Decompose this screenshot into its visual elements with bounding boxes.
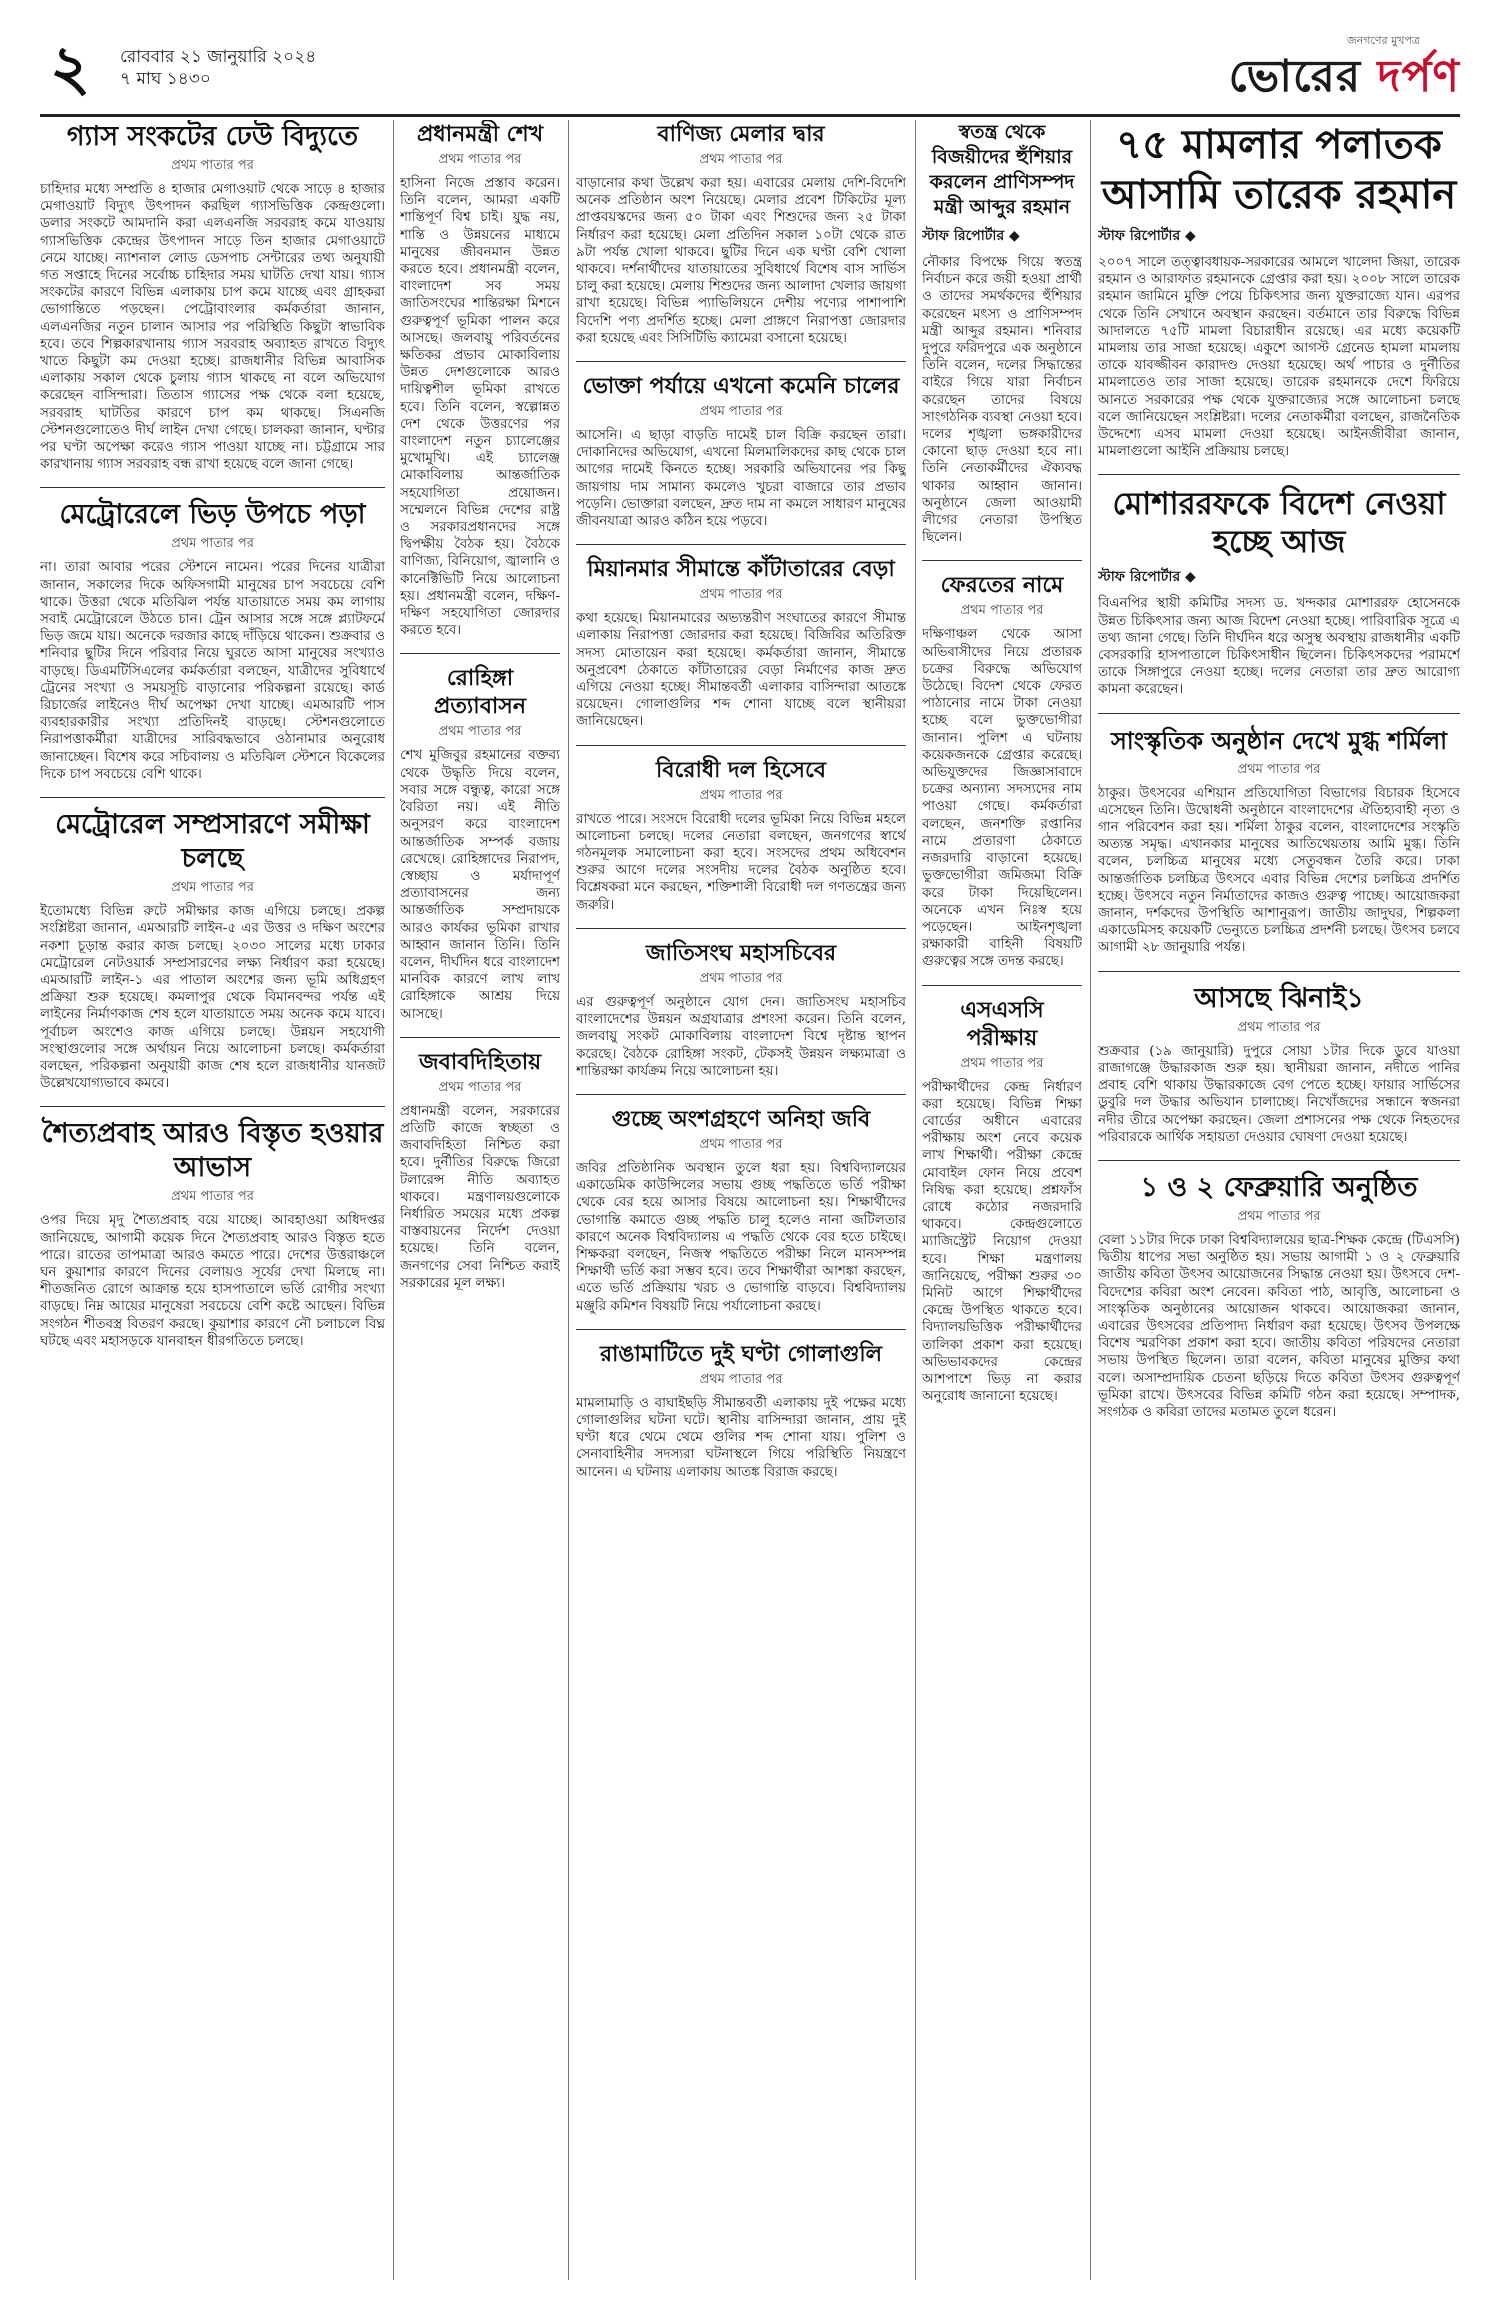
column-divider — [915, 120, 916, 2280]
article-february — [1098, 1171, 1460, 1421]
article-return — [922, 571, 1082, 970]
divider — [576, 1329, 906, 1330]
headline: মিয়ানমার সীমান্তে কাঁটাতারের বেড়া — [587, 556, 895, 583]
logo-part-1: ভোরের — [1228, 51, 1362, 102]
date-block — [120, 46, 316, 90]
headline: মেট্রোরেলে ভিড় উপচে পড়া — [59, 499, 366, 531]
article-metro-expansion — [40, 808, 385, 1092]
headline: এসএসসি পরীক্ষায় — [960, 996, 1044, 1051]
jump-line: প্রথম পাতার পর — [960, 603, 1044, 619]
article-myanmar — [576, 555, 906, 730]
article-body: না। তারা আবার পরের স্টেশনে নামেন। পরের দিনের যাত্রীরা জানান, সকালের দিকে অফিসগামী মানুষের চাপ সবচেয়ে বেশি থাকে। উত্তরা থেকে মতিঝিল পর্যন্ত যাতায়াতে সময় কম লাগায় সবাই মেট্রোরেলে উঠতে চান। ট্রেন আসার সঙ্গে সঙ্গে প্ল্যাটফর্মে ভিড় জমে যায়। অনেকে দরজার কাছে দাঁড়িয়ে থাকেন। শুক্রবার ও শনিবার ছুটির দিনে পরিবার নিয়ে ঘুরতে আসা মানুষের সংখ্যাও বাড়ছে। ডিএমটিসিএলের কর্মকর্তারা বলছেন, যাত্রীদের সুবিধার্থে ট্রেনের সংখ্যা ও সময়সূচি বাড়ানোর পরিকল্পনা রয়েছে। কার্ড রিচার্জের লাইনেও দীর্ঘ অপেক্ষা দেখা যাচ্ছে। এমআরটি পাস ব্যবহারকারীর সংখ্যা প্রতিদিনই বাড়ছে। স্টেশনগুলোতে নিরাপত্তাকর্মীরা যাত্রীদের সারিবদ্ধভাবে ওঠানামার অনুরোধ জানাচ্ছেন। বিশেষ করে সচিবালয় ও মতিঝিল স্টেশনে বিকেলের দিকে চাপ সবচেয়ে বেশি থাকে। — [40, 560, 385, 782]
divider — [400, 653, 560, 654]
jump-line: প্রথম পাতার পর — [699, 152, 783, 167]
jump-line: প্রথম পাতার পর — [171, 536, 254, 552]
article-body: বাড়ানোর কথা উল্লেখ করা হয়। এবারের মেলায় দেশি-বিদেশি অনেক প্রতিষ্ঠান অংশ নিয়েছে। মেলার প্রবেশ টিকিটের মূল্য প্রাপ্তবয়স্কদের জন্য ৫০ টাকা এবং শিশুদের জন্য ২৫ টাকা নির্ধারণ করা হয়েছে। মেলা প্রতিদিন সকাল ১০টা থেকে রাত ৯টা পর্যন্ত খোলা থাকবে। ছুটির দিনে এক ঘণ্টা বেশি খোলা থাকবে। দর্শনার্থীদের যাতায়াতের সুবিধার্থে বিশেষ বাস সার্ভিস চালু করা হয়েছে। মেলায় শিশুদের জন্য আলাদা খেলার জায়গা রাখা হয়েছে। বিভিন্ন প্যাভিলিয়নে দেশীয় পণ্যের পাশাপাশি বিদেশি পণ্য প্রদর্শিত হচ্ছে। মেলা প্রাঙ্গণে নিরাপত্তা জোরদার করা হয়েছে এবং সিসিটিভি ক্যামেরা বসানো হয়েছে। — [576, 176, 906, 346]
logo-part-2: দর্পণ — [1361, 51, 1460, 102]
article-cold-wave — [40, 1117, 385, 1350]
divider — [1098, 971, 1460, 972]
article-body: ওপর দিয়ে মৃদু শৈত্যপ্রবাহ বয়ে যাচ্ছে। আবহাওয়া অধিদপ্তর জানিয়েছে, আগামী কয়েক দিনে শৈত্যপ্রবাহ আরও বিস্তৃত হতে পারে। রাতের তাপমাত্রা আরও কমতে পারে। দেশের উত্তরাঞ্চলে ঘন কুয়াশার কারণে দিনের বেলায়ও সূর্যের দেখা মিলছে না। শীতজনিত রোগে আক্রান্ত হয়ে হাসপাতালে ভর্তি রোগীর সংখ্যা বাড়ছে। নিম্ন আয়ের মানুষেরা সবচেয়ে বেশি কষ্টে আছেন। বিভিন্ন সংগঠন শীতবস্ত্র বিতরণ করছে। কুয়াশার কারণে নৌ চলাচলে বিঘ্ন ঘটছে এবং মহাসড়কে যানবাহন ধীরগতিতে চলছে। — [40, 1213, 385, 1349]
jump-line: প্রথম পাতার পর — [699, 404, 783, 420]
bangla-date: ৭ মাঘ ১৪৩০ — [120, 69, 211, 89]
headline: ১ ও ২ ফেব্রুয়ারি অনুষ্ঠিত — [1140, 1171, 1418, 1203]
article-un — [576, 939, 906, 1080]
article-body: ইতোমধ্যে বিভিন্ন রুটে সমীক্ষার কাজ এগিয়ে চলছে। প্রকল্প সংশ্লিষ্টরা জানান, এমআরটি লাইন-৫ এর উত্তর ও দক্ষিণ অংশের নকশা চূড়ান্ত করার কাজ চলছে। ২০৩০ সালের মধ্যে ঢাকার মেট্রোরেল নেটওয়ার্ক সম্প্রসারণের লক্ষ্য নির্ধারণ করা হয়েছে। এমআরটি লাইন-১ এর পাতাল অংশের জন্য ভূমি অধিগ্রহণ প্রক্রিয়া শুরু হয়েছে। কমলাপুর থেকে বিমানবন্দর পর্যন্ত এই লাইনের নির্মাণকাজ শেষ হলে যাতায়াতে সময় অনেক কমে যাবে। পূর্বাচল অংশেও কাজ এগিয়ে চলছে। উন্নয়ন সহযোগী সংস্থাগুলোর সঙ্গে অর্থায়ন নিয়ে আলোচনা চলছে। কর্মকর্তারা বলছেন, পরিকল্পনা অনুযায়ী কাজ শেষ হলে রাজধানীর যানজট উল্লেখযোগ্যভাবে কমবে। — [40, 904, 385, 1092]
jump-line: প্রথম পাতার পর — [699, 787, 783, 803]
article-rohingya — [400, 664, 560, 1022]
headline: শৈত্যপ্রবাহ আরও বিস্তৃত হওয়ার আভাস — [41, 1118, 384, 1184]
headline: গুচ্ছে অংশগ্রহণে অনিহা জবি — [611, 1105, 871, 1132]
headline: প্রধানমন্ত্রী শেখ — [416, 121, 544, 147]
logo-tagline: জনগণের মুখপত্র — [1346, 34, 1420, 47]
divider — [576, 361, 906, 362]
headline: মেট্রোরেল সম্প্রসারণে সমীক্ষা চলছে — [55, 809, 370, 875]
article-body: রাখতে পারে। সংসদে বিরোধী দলের ভূমিকা নিয়ে বিভিন্ন মহলে আলোচনা চলছে। দলের নেতারা বলছেন, জনগণের স্বার্থে গঠনমূলক সমালোচনা করা হবে। সংসদের প্রথম অধিবেশন শুরুর আগে দলের সংসদীয় দলের বৈঠক অনুষ্ঠিত হবে। বিশ্লেষকরা মনে করছেন, শক্তিশালী বিরোধী দল গণতন্ত্রের জন্য জরুরি। — [576, 811, 906, 913]
publication-date: রোববার ২১ জানুয়ারি ২০২৪ — [120, 47, 317, 67]
article-trade-fair — [576, 120, 906, 347]
article-culture — [1098, 724, 1460, 957]
article-body: চাহিদার মধ্যে সম্প্রতি ৪ হাজার মেগাওয়াট থেকে সাড়ে ৪ হাজার মেগাওয়াট বিদ্যুৎ উৎপাদন করছিল গ্যাসভিত্তিক কেন্দ্রগুলো। ডলার সংকটে আমদানি করা এলএনজি সরবরাহ কমে যাওয়ায় গ্যাসভিত্তিক কেন্দ্রের উৎপাদন সাড়ে তিন হাজার মেগাওয়াটে নেমে যাচ্ছে। ন্যাশনাল লোড ডেসপাচ সেন্টারের তথ্য অনুযায়ী গত সপ্তাহে দিনের সর্বোচ্চ চাহিদার সময় ঘাটতি দেখা যায়। গ্যাস সংকটের কারণে বিভিন্ন এলাকায় চাপ কমে যাচ্ছে এবং গ্রাহকরা ভোগান্তিতে পড়ছেন। পেট্রোবাংলার কর্মকর্তারা জানান, এলএনজির নতুন চালান আসার পর পরিস্থিতি কিছুটা স্বাভাবিক হবে। তবে শিল্পকারখানায় গ্যাস সরবরাহ অব্যাহত রাখতে বিদ্যুৎ খাতে কিছুটা কম দেওয়া হচ্ছে। রাজধানীর বিভিন্ন আবাসিক এলাকায় সকাল থেকে চুলায় গ্যাস থাকছে না বলে অভিযোগ করেছেন বাসিন্দারা। তিতাস গ্যাসের পক্ষ থেকে বলা হয়েছে, সরবরাহ ঘাটতির কারণে চাপ কম থাকছে। সিএনজি স্টেশনগুলোতেও দীর্ঘ লাইন দেখা গেছে। চালকরা জানান, ঘণ্টার পর ঘণ্টা অপেক্ষা করেও গ্যাস পাওয়া যাচ্ছে না। চট্টগ্রামে সার কারখানায় গ্যাস সরবরাহ বন্ধ রাখা হয়েছে বলে জানা গেছে। — [40, 182, 385, 473]
article-body: শেখ মুজিবুর রহমানের বক্তব্য থেকে উদ্ধৃতি দিয়ে বলেন, সবার সঙ্গে বন্ধুত্ব, কারো সঙ্গে বৈরিতা নয়। এই নীতি অনুসরণ করে বাংলাদেশ আন্তর্জাতিক সম্পর্ক বজায় রেখেছে। রোহিঙ্গাদের নিরাপদ, স্বেচ্ছায় ও মর্যাদাপূর্ণ প্রত্যাবাসনের জন্য আন্তর্জাতিক সম্প্রদায়কে আরও কার্যকর ভূমিকা রাখার আহ্বান জানান তিনি। তিনি বলেন, দীর্ঘদিন ধরে বাংলাদেশ মানবিক কারণে লাখ লাখ রোহিঙ্গাকে আশ্রয় দিয়ে আসছে। — [400, 748, 560, 1022]
jump-line: প্রথম পাতার পর — [438, 1079, 522, 1095]
headline: আসছে ঝিনাই১ — [1194, 982, 1364, 1014]
article-body: আসেনি। এ ছাড়া বাড়তি দামেই চাল বিক্রি করছেন তারা। দোকানিদের অভিযোগ, এখনো মিলমালিকদের কাছ থেকে চাল আগের দামেই কিনতে হচ্ছে। সরকারি অভিযানের পর কিছু জায়গায় দাম সামান্য কমলেও খুচরা বাজারে তার প্রভাব পড়েনি। ভোক্তারা বলছেন, দ্রুত দাম না কমলে সাধারণ মানুষের জীবনযাত্রা আরও কঠিন হয়ে পড়বে। — [576, 428, 906, 530]
headline: ভোক্তা পর্যায়ে এখনো কমেনি চালের — [582, 373, 900, 400]
article-body: ঠাকুর। উৎসবের এশিয়ান প্রতিযোগিতা বিভাগের বিচারক হিসেবে এসেছেন তিনি। উদ্বোধনী অনুষ্ঠানে বাংলাদেশের ঐতিহ্যবাহী নৃত্য ও গান পরিবেশন করা হয়। শর্মিলা ঠাকুর বলেন, বাংলাদেশের সংস্কৃতি অত্যন্ত সমৃদ্ধ। এখানকার মানুষের আতিথেয়তায় আমি মুগ্ধ। তিনি বলেন, চলচ্চিত্র মানুষের মধ্যে সেতুবন্ধন তৈরি করে। ঢাকা আন্তর্জাতিক চলচ্চিত্র উৎসবে এবার বিভিন্ন দেশের চলচ্চিত্র প্রদর্শিত হচ্ছে। উৎসবে নতুন নির্মাতাদের কাজও গুরুত্ব পাচ্ছে। আয়োজকরা জানান, দর্শকদের উপস্থিতি আশানুরূপ। জাতীয় জাদুঘর, শিল্পকলা একাডেমিসহ কয়েকটি ভেন্যুতে চলচ্চিত্র প্রদর্শনী চলছে। উৎসব চলবে আগামী ২৮ জানুয়ারি পর্যন্ত। — [1098, 785, 1460, 956]
jump-line: প্রথম পাতার পর — [1237, 1019, 1321, 1035]
article-body: নৌকার বিপক্ষে গিয়ে স্বতন্ত্র নির্বাচন করে জয়ী হওয়া প্রার্থী ও তাদের সমর্থকদের হুঁশিয়ার করেছেন মৎস্য ও প্রাণিসম্পদ মন্ত্রী আব্দুর রহমান। শনিবার দুপুরে ফরিদপুরে এক অনুষ্ঠানে তিনি বলেন, দলের সিদ্ধান্তের বাইরে গিয়ে যারা নির্বাচন করেছেন তাদের বিষয়ে সাংগঠনিক ব্যবস্থা নেওয়া হবে। দলের শৃঙ্খলা ভঙ্গকারীদের কোনো ছাড় দেওয়া হবে না। তিনি নেতাকর্মীদের ঐক্যবদ্ধ থাকার আহ্বান জানান। অনুষ্ঠানে জেলা আওয়ামী লীগের নেতারা উপস্থিত ছিলেন। — [922, 255, 1082, 546]
jump-line: প্রথম পাতার পর — [1237, 761, 1321, 777]
headline: মোশাররফকে বিদেশ নেওয়া হচ্ছে আজ — [1112, 486, 1446, 561]
article-body: ২০০৭ সালে তত্ত্বাবধায়ক-সরকারের আমলে খালেদা জিয়া, তারেক রহমান ও আরাফাত রহমানকে গ্রেপ্তার করা হয়। ২০০৮ সালে তারেক রহমান জামিনে মুক্তি পেয়ে চিকিৎসার জন্য যুক্তরাজ্যে যান। এরপর থেকে তিনি সেখানে অবস্থান করছেন। বর্তমানে তার বিরুদ্ধে বিভিন্ন আদালতে ৭৫টি মামলা বিচারাধীন রয়েছে। এর মধ্যে কয়েকটি মামলায় তার সাজা হয়েছে। একুশে আগস্ট গ্রেনেড হামলা মামলায় তাকে যাবজ্জীবন কারাদণ্ড দেওয়া হয়েছে। অর্থ পাচার ও দুর্নীতির মামলাতেও তার সাজা হয়েছে। তারেক রহমানকে দেশে ফিরিয়ে আনতে সরকারের পক্ষ থেকে যুক্তরাজ্যের সঙ্গে আলোচনা চলছে বলে জানিয়েছেন সংশ্লিষ্টরা। দলের নেতাকর্মীরা বলছেন, রাজনৈতিক উদ্দেশ্যে এসব মামলা দেওয়া হয়েছে। আইনজীবীরা জানান, মামলাগুলো আইনি প্রক্রিয়ায় চলছে। — [1098, 255, 1460, 460]
column-divider — [568, 120, 569, 2280]
divider — [1098, 1160, 1460, 1161]
article-pm — [400, 120, 560, 639]
column-2 — [400, 120, 560, 2270]
article-ssc — [922, 996, 1082, 1406]
byline: স্টাফ রিপোর্টার ◆ — [1098, 228, 1196, 244]
column-5 — [1098, 120, 1460, 2270]
headline: বিরোধী দল হিসেবে — [655, 756, 827, 783]
divider — [40, 487, 385, 488]
jump-line: প্রথম পাতার পর — [960, 1055, 1044, 1071]
jump-line: প্রথম পাতার পর — [171, 880, 254, 896]
headline: ফেরতের নামে — [940, 572, 1064, 599]
article-body: মামলামাড়ি ও বাঘাইছড়ি সীমান্তবর্তী এলাকায় দুই পক্ষের মধ্যে গোলাগুলির ঘটনা ঘটে। স্থানীয় বাসিন্দারা জানান, প্রায় দুই ঘণ্টা ধরে থেমে থেমে গুলির শব্দ শোনা যায়। পুলিশ ও সেনাবাহিনীর সদস্যরা ঘটনাস্থলে গিয়ে পরিস্থিতি নিয়ন্ত্রণে আনেন। এ ঘটনায় এলাকায় আতঙ্ক বিরাজ করছে। — [576, 1395, 906, 1480]
divider — [576, 1094, 906, 1095]
article-rangamati — [576, 1340, 906, 1481]
article-tarek — [1098, 120, 1460, 460]
article-body: পরীক্ষার্থীদের কেন্দ্র নির্ধারণ করা হয়েছে। বিভিন্ন শিক্ষা বোর্ডের অধীনে এবারের পরীক্ষায় অংশ নেবে কয়েক লাখ শিক্ষার্থী। পরীক্ষা কেন্দ্রে মোবাইল ফোন নিয়ে প্রবেশ নিষিদ্ধ করা হয়েছে। প্রশ্নফাঁস রোধে কঠোর নজরদারি থাকবে। কেন্দ্রগুলোতে ম্যাজিস্ট্রেট নিয়োগ দেওয়া হবে। শিক্ষা মন্ত্রণালয় জানিয়েছে, পরীক্ষা শুরুর ৩০ মিনিট আগে শিক্ষার্থীদের কেন্দ্রে উপস্থিত থাকতে হবে। বিদ্যালয়ভিত্তিক পরীক্ষার্থীদের তালিকা প্রকাশ করা হয়েছে। অভিভাবকদের কেন্দ্রের আশপাশে ভিড় না করার অনুরোধ জানানো হয়েছে। — [922, 1079, 1082, 1405]
divider — [576, 928, 906, 929]
headline: জাতিসংঘ মহাসচিবের — [645, 939, 837, 966]
article-jobi — [576, 1105, 906, 1315]
column-1 — [40, 120, 385, 2270]
article-body: প্রধানমন্ত্রী বলেন, সরকারের প্রতিটি কাজে স্বচ্ছতা ও জবাবদিহিতা নিশ্চিত করা হবে। দুর্নীতির বিরুদ্ধে জিরো টলারেন্স নীতি অব্যাহত থাকবে। মন্ত্রণালয়গুলোকে নির্ধারিত সময়ের মধ্যে প্রকল্প বাস্তবায়নের নির্দেশ দেওয়া হয়েছে। তিনি বলেন, জনগণের সেবা নিশ্চিত করাই সরকারের মূল লক্ষ্য। — [400, 1103, 560, 1291]
article-body: শুক্রবার (১৯ জানুয়ারি) দুপুরে সোয়া ১টার দিকে ডুবে যাওয়া রাজাগঞ্জে উদ্ধারকাজ শুরু হয়। স্থানীয়রা জানান, নদীতে পানির প্রবাহ বেশি থাকায় উদ্ধারকাজে বেগ পেতে হচ্ছে। ফায়ার সার্ভিসের ডুবুরি দল উদ্ধার অভিযান চালাচ্ছে। নিখোঁজদের সন্ধানে স্বজনরা নদীর তীরে অপেক্ষা করছেন। জেলা প্রশাসনের পক্ষ থেকে নিহতদের পরিবারকে আর্থিক সহায়তা দেওয়ার ঘোষণা দেওয়া হয়েছে। — [1098, 1043, 1460, 1145]
logo-text — [1229, 51, 1460, 103]
jump-line: প্রথম পাতার পর — [438, 724, 522, 740]
divider — [40, 797, 385, 798]
jump-line: প্রথম পাতার পর — [699, 587, 783, 603]
article-mosharraf — [1098, 485, 1460, 698]
article-gas — [40, 120, 385, 473]
article-body: দক্ষিণাঞ্চল থেকে আসা অভিবাসীদের নিয়ে প্রতারক চক্রের বিরুদ্ধে অভিযোগ উঠেছে। বিদেশ থেকে ফেরত পাঠানোর নামে টাকা নেওয়া হচ্ছে বলে ভুক্তভোগীরা জানান। পুলিশ এ ঘটনায় কয়েকজনকে গ্রেপ্তার করেছে। অভিযুক্তদের জিজ্ঞাসাবাদে চক্রের অন্যান্য সদস্যদের নাম পাওয়া গেছে। কর্মকর্তারা বলছেন, জনশক্তি রপ্তানির নামে প্রতারণা ঠেকাতে নজরদারি বাড়ানো হয়েছে। ভুক্তভোগীরা জমিজমা বিক্রি করে টাকা দিয়েছিলেন। অনেকে এখন নিঃস্ব হয়ে পড়েছেন। আইনশৃঙ্খলা রক্ষাকারী বাহিনী বিষয়টি গুরুত্বের সঙ্গে তদন্ত করছে। — [922, 627, 1082, 970]
article-minister — [922, 120, 1082, 546]
article-body: এর গুরুত্বপূর্ণ অনুষ্ঠানে যোগ দেন। জাতিসংঘ মহাসচিব বাংলাদেশের উন্নয়ন অগ্রযাত্রার প্রশংসা করেন। তিনি বলেন, জলবায়ু সংকট মোকাবিলায় বাংলাদেশ বিশ্বে দৃষ্টান্ত স্থাপন করেছে। বৈঠকে রোহিঙ্গা সংকট, টেকসই উন্নয়ন লক্ষ্যমাত্রা ও শান্তিরক্ষা কার্যক্রম নিয়ে আলোচনা হয়। — [576, 994, 906, 1079]
article-body: হাসিনা নিজে প্রস্তাব করেন। তিনি বলেন, আমরা একটি শান্তিপূর্ণ বিশ্ব চাই। যুদ্ধ নয়, শান্তি ও উন্নয়নের মাধ্যমে মানুষের জীবনমান উন্নত করতে হবে। প্রধানমন্ত্রী বলেন, বাংলাদেশ সব সময় জাতিসংঘের শান্তিরক্ষা মিশনে গুরুত্বপূর্ণ ভূমিকা পালন করে আসছে। জলবায়ু পরিবর্তনের ক্ষতিকর প্রভাব মোকাবিলায় উন্নত দেশগুলোকে আরও দায়িত্বশীল ভূমিকা রাখতে হবে। তিনি বলেন, স্বল্পোন্নত দেশ থেকে উত্তরণের পর বাংলাদেশ নতুন চ্যালেঞ্জের মুখোমুখি। এই চ্যালেঞ্জ মোকাবিলায় আন্তর্জাতিক সহযোগিতা প্রয়োজন। সম্মেলনে বিভিন্ন দেশের রাষ্ট্র ও সরকারপ্রধানদের সঙ্গে দ্বিপক্ষীয় বৈঠক হয়। বৈঠকে বাণিজ্য, বিনিয়োগ, জ্বালানি ও কানেক্টিভিটি নিয়ে আলোচনা হয়। প্রধানমন্ত্রী বলেন, দক্ষিণ-দক্ষিণ সহযোগিতা জোরদার করতে হবে। — [400, 176, 560, 639]
column-4 — [922, 120, 1082, 2270]
headline: জবাবদিহিতায় — [418, 1048, 542, 1075]
divider — [922, 560, 1082, 561]
jump-line: প্রথম পাতার পর — [171, 158, 254, 173]
divider — [576, 745, 906, 746]
jump-line: প্রথম পাতার পর — [1237, 1208, 1321, 1224]
article-body: কথা হয়েছে। মিয়ানমারের অভ্যন্তরীণ সংঘাতের কারণে সীমান্ত এলাকায় নিরাপত্তা জোরদার করা হয়েছে। বিজিবির অতিরিক্ত সদস্য মোতায়েন করা হয়েছে। কর্মকর্তারা জানান, সীমান্তে অনুপ্রবেশ ঠেকাতে কাঁটাতারের বেড়া নির্মাণের কাজ দ্রুত এগিয়ে নেওয়া হচ্ছে। সীমান্তবর্তী এলাকার বাসিন্দারা আতঙ্কে রয়েছেন। গোলাগুলির শব্দ শোনা যাচ্ছে বলে স্থানীয়রা জানিয়েছেন। — [576, 611, 906, 730]
divider — [576, 544, 906, 545]
headline: ৭৫ মামলার পলাতক আসামি তারেক রহমান — [1101, 121, 1457, 218]
jump-line: প্রথম পাতার পর — [699, 970, 783, 986]
jump-line: প্রথম পাতার পর — [699, 1371, 783, 1387]
column-3 — [576, 120, 906, 2270]
jump-line: প্রথম পাতার পর — [438, 152, 522, 167]
article-jhenaidah — [1098, 982, 1460, 1146]
divider — [400, 1037, 560, 1038]
headline: স্বতন্ত্র থেকে বিজয়ীদের হুঁশিয়ার করলেন প্রাণিসম্পদ মন্ত্রী আব্দুর রহমান — [929, 121, 1075, 218]
jump-line: প্রথম পাতার পর — [699, 1136, 783, 1152]
jump-line: প্রথম পাতার পর — [171, 1189, 254, 1205]
divider — [1098, 713, 1460, 714]
column-divider — [1090, 120, 1091, 2280]
newspaper-logo — [1220, 32, 1460, 112]
headline: রাঙামাটিতে দুই ঘণ্টা গোলাগুলি — [599, 1340, 883, 1367]
article-body: জবির প্রতিষ্ঠানিক অবস্থান তুলে ধরা হয়। বিশ্ববিদ্যালয়ের একাডেমিক কাউন্সিলের সভায় গুচ্ছ পদ্ধতিতে ভর্তি পরীক্ষা থেকে বের হয়ে আসার বিষয়ে আলোচনা হয়। শিক্ষার্থীদের ভোগান্তি কমাতে গুচ্ছ পদ্ধতি চালু হলেও নানা জটিলতার কারণে অনেক বিশ্ববিদ্যালয় এ পদ্ধতি থেকে বের হতে চাইছে। শিক্ষকরা বলছেন, নিজস্ব পদ্ধতিতে পরীক্ষা নিলে মানসম্পন্ন শিক্ষার্থী ভর্তি করা সম্ভব হবে। তবে শিক্ষার্থীরা আশঙ্কা করছেন, এতে ভর্তি প্রক্রিয়ায় খরচ ও ভোগান্তি বাড়বে। বিশ্ববিদ্যালয় মঞ্জুরি কমিশন বিষয়টি নিয়ে পর্যালোচনা করছে। — [576, 1160, 906, 1314]
headline: গ্যাস সংকটের ঢেউ বিদ্যুতে — [66, 121, 359, 152]
divider — [40, 1106, 385, 1107]
article-metro-crowd — [40, 498, 385, 783]
headline: রোহিঙ্গা প্রত্যাবাসন — [434, 665, 526, 720]
article-opposition — [576, 756, 906, 914]
article-accountability — [400, 1048, 560, 1292]
page-number: ২ — [50, 31, 91, 104]
article-body: বেলা ১১টার দিকে ঢাকা বিশ্ববিদ্যালয়ের ছাত্র-শিক্ষক কেন্দ্রে (টিএসসি) দ্বিতীয় ধাপের সভা অনুষ্ঠিত হয়। সভায় আগামী ১ ও ২ ফেব্রুয়ারি জাতীয় কবিতা উৎসব আয়োজনের সিদ্ধান্ত নেওয়া হয়। উৎসবে দেশ-বিদেশের কবিরা অংশ নেবেন। কবিতা পাঠ, আবৃত্তি, আলোচনা ও সাংস্কৃতিক অনুষ্ঠানের আয়োজন থাকবে। আয়োজকরা জানান, এবারের উৎসবের প্রতিপাদ্য নির্ধারণ করা হয়েছে। উৎসব উপলক্ষে বিশেষ স্মরণিকা প্রকাশ করা হবে। জাতীয় কবিতা পরিষদের নেতারা সভায় উপস্থিত ছিলেন। তারা বলেন, কবিতা মানুষের মুক্তির কথা বলে। অসাম্প্রদায়িক চেতনা ছড়িয়ে দিতে কবিতা উৎসব গুরুত্বপূর্ণ ভূমিকা রাখে। উৎসবের বিভিন্ন কমিটি গঠন করা হয়েছে। সম্পাদক, সংগঠক ও কবিরা তাদের মতামত তুলে ধরেন। — [1098, 1232, 1460, 1420]
article-rice — [576, 372, 906, 530]
byline: স্টাফ রিপোর্টার ◆ — [1098, 569, 1196, 586]
byline: স্টাফ রিপোর্টার ◆ — [922, 228, 1020, 244]
divider — [922, 985, 1082, 986]
masthead — [40, 32, 1460, 117]
article-body: বিএনপির স্থায়ী কমিটির সদস্য ড. খন্দকার মোশাররফ হোসেনকে উন্নত চিকিৎসার জন্য আজ বিদেশ নেওয়া হচ্ছে। পারিবারিক সূত্রে এ তথ্য জানা গেছে। তিনি দীর্ঘদিন ধরে অসুস্থ অবস্থায় রাজধানীর একটি বেসরকারি হাসপাতালে চিকিৎসাধীন ছিলেন। চিকিৎসকদের পরামর্শে তাকে সিঙ্গাপুরে নেওয়া হচ্ছে। দলের নেতারা তার দ্রুত আরোগ্য কামনা করেছেন। — [1098, 596, 1460, 698]
divider — [1098, 474, 1460, 475]
column-divider — [393, 120, 394, 2280]
headline: বাণিজ্য মেলার দ্বার — [657, 121, 825, 147]
headline: সাংস্কৃতিক অনুষ্ঠান দেখে মুগ্ধ শর্মিলা — [1110, 725, 1448, 755]
